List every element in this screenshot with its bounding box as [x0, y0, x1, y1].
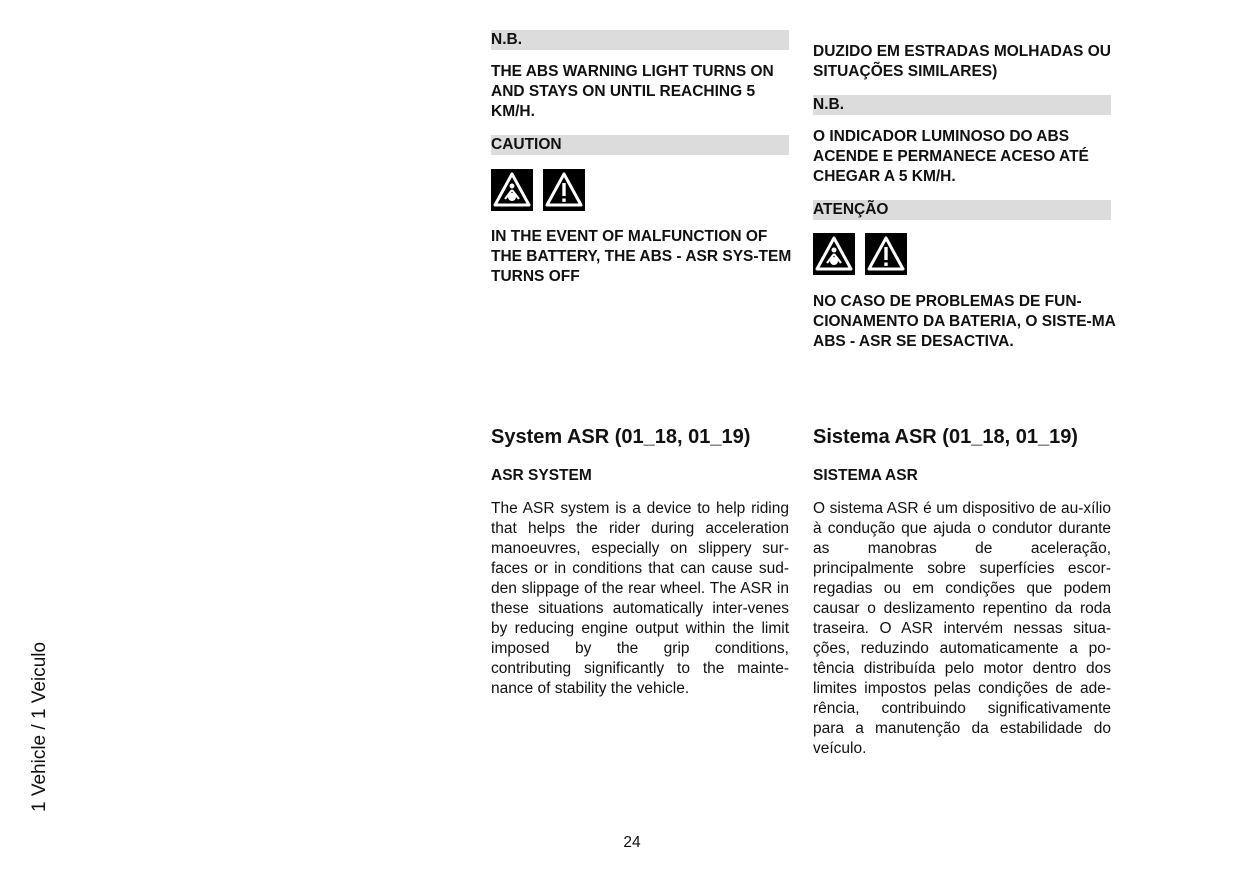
caution-label: CAUTION — [491, 135, 789, 155]
section-title: System ASR (01_18, 01_19) — [491, 426, 751, 448]
caution-label: ATENÇÃO — [813, 200, 1111, 220]
subheading: SISTEMA ASR — [813, 467, 918, 484]
exclamation-warning-icon — [543, 169, 585, 211]
subheading: ASR SYSTEM — [491, 467, 592, 484]
caution-text: IN THE EVENT OF MALFUNCTION OF THE BATTERY, THE ABS - ASR SYS-TEM TURNS OFF — [491, 228, 792, 285]
page-number: 24 — [623, 834, 641, 851]
nb-text: O INDICADOR LUMINOSO DO ABS ACENDE E PERMANECE ACESO ATÉ CHEGAR A 5 KM/H. — [813, 128, 1089, 185]
nb-text: THE ABS WARNING LIGHT TURNS ON AND STAYS ON UNTIL REACHING 5 KM/H. — [491, 63, 774, 120]
body-text: The ASR system is a device to help riding that helps the rider during acceleration manoeuvres, especially on slippery sur-faces or in conditions that can cause sud-den slippage of the rear wheel. The ASR in these situations automatically inter-venes by reducing engine output within the limit imposed by the grip conditions, contributing significantly to the mainte-nance of stability the vehicle. — [491, 500, 789, 697]
warning-icons — [491, 169, 791, 211]
nb-label: N.B. — [491, 30, 789, 50]
person-warning-icon — [491, 169, 533, 211]
caution-text: NO CASO DE PROBLEMAS DE FUN-CIONAMENTO DA BATERIA, O SISTE-MA ABS - ASR SE DESACTIVA. — [813, 293, 1116, 350]
exclamation-warning-icon — [865, 233, 907, 275]
person-warning-icon — [813, 233, 855, 275]
warning-icons — [813, 233, 1113, 275]
side-chapter-label: 1 Vehicle / 1 Veiculo — [29, 641, 50, 812]
continued-text: DUZIDO EM ESTRADAS MOLHADAS OU SITUAÇÕES SIMILARES) — [813, 43, 1111, 80]
body-text: O sistema ASR é um dispositivo de au-xílio à condução que ajuda o condutor durante as manobras de aceleração, principalmente sobre superfícies escor-regadias ou em condições que podem causar o deslizamento repentino da roda traseira. O ASR intervém nessas situa-ções, reduzindo automaticamente a po-tência distribuída pelo motor dentro dos limites impostos pelas condições de ade-rência, contribuindo significativamente para a manutenção da estabilidade do veículo. — [813, 500, 1111, 757]
section-title: Sistema ASR (01_18, 01_19) — [813, 426, 1078, 448]
nb-label: N.B. — [813, 95, 1111, 115]
